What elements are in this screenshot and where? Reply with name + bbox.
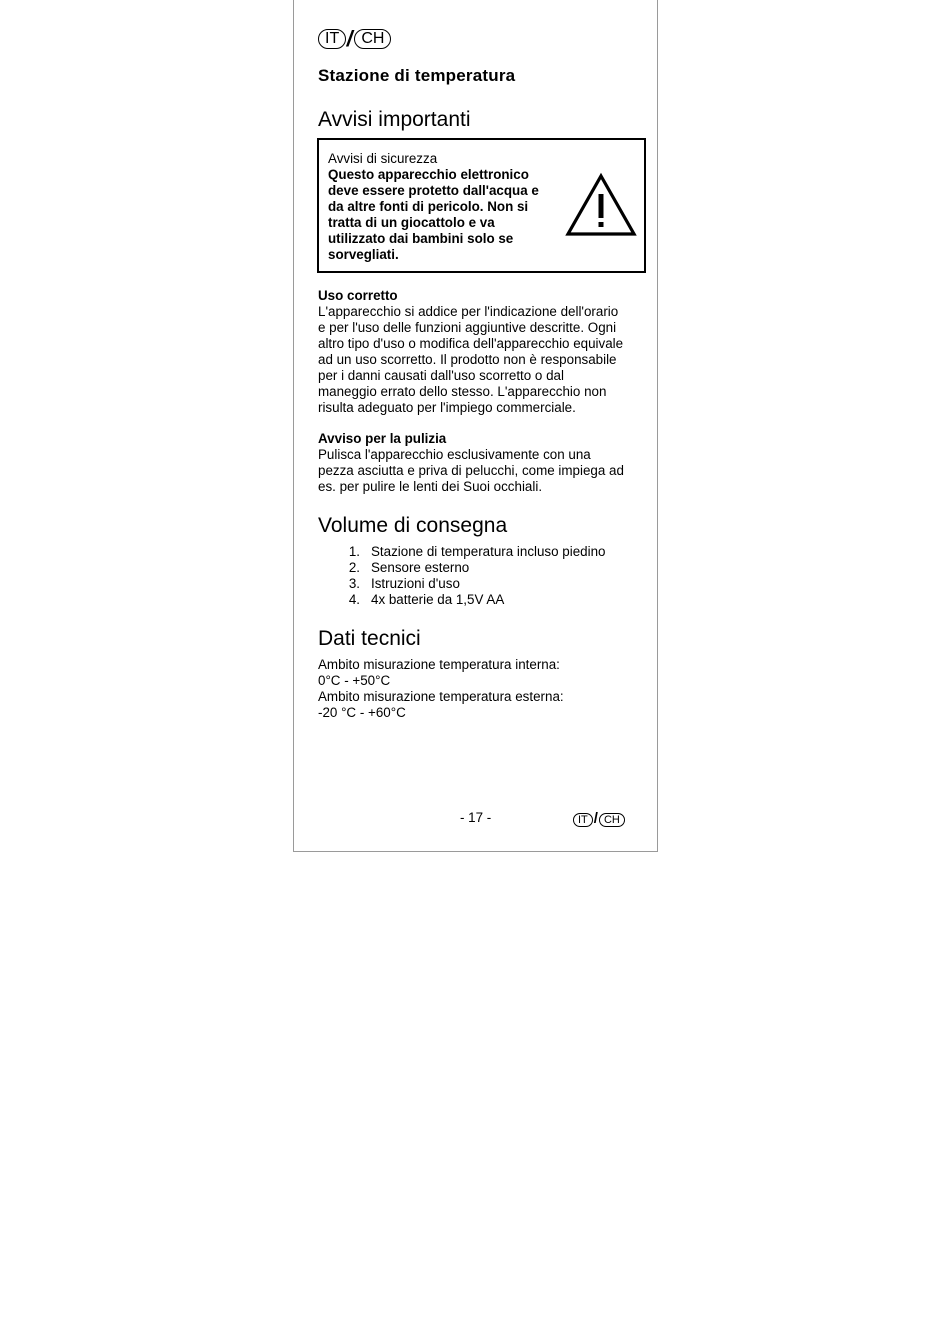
- paragraph-line: altro tipo d'uso o modifica dell'apparecchio equivale: [318, 336, 624, 351]
- paragraph-line: risulta adeguato per l'impiego commerciale.: [318, 400, 576, 415]
- dati-tecnici-section: [318, 657, 648, 721]
- list-text: Sensore esterno: [371, 560, 470, 575]
- language-badges: [318, 26, 391, 52]
- warning-title: Avvisi di sicurezza: [328, 151, 438, 166]
- warning-line: Questo apparecchio elettronico: [328, 167, 529, 182]
- paragraph-line: es. per pulire le lenti dei Suoi occhiali.: [318, 479, 543, 494]
- spec-line: Ambito misurazione temperatura interna:: [318, 657, 560, 672]
- paragraph-line: maneggio errato dello stesso. L'apparecchio non: [318, 384, 607, 399]
- warning-text: [328, 151, 558, 263]
- paragraph-line: ad un uso scorretto. Il prodotto non è responsabile: [318, 352, 617, 367]
- spec-line: -20 °C - +60°C: [318, 705, 406, 720]
- paragraph-line: L'apparecchio si addice per l'indicazione dell'orario: [318, 304, 619, 319]
- list-item: [340, 544, 640, 560]
- list-text: 4x batterie da 1,5V AA: [371, 592, 505, 607]
- spec-line: Ambito misurazione temperatura esterna:: [318, 689, 564, 704]
- list-number: 3.: [348, 576, 360, 591]
- list-number: 1.: [348, 544, 360, 559]
- slash-divider: /: [345, 26, 356, 51]
- warning-line: deve essere protetto dall'acqua e: [328, 183, 539, 198]
- lang-badge-ch: CH: [599, 813, 625, 827]
- list-item: [340, 560, 640, 576]
- safety-warning-box: [317, 138, 646, 273]
- list-item: [340, 576, 640, 592]
- document-page: [293, 0, 658, 852]
- paragraph-line: pezza asciutta e priva di pelucchi, come impiega ad: [318, 463, 624, 478]
- footer-language-badges: [573, 810, 625, 828]
- paragraph-line: Pulisca l'apparecchio esclusivamente con una: [318, 447, 591, 462]
- lang-badge-ch: CH: [354, 29, 391, 49]
- page-number: - 17 -: [460, 810, 492, 825]
- warning-line: da altre fonti di pericolo. Non si: [328, 199, 529, 214]
- heading-volume: Volume di consegna: [318, 514, 508, 537]
- uso-corretto-heading: Uso corretto: [318, 288, 398, 303]
- slash-divider: /: [593, 810, 598, 828]
- list-number: 2.: [348, 560, 360, 575]
- warning-line: sorvegliati.: [328, 247, 399, 262]
- paragraph-line: e per l'uso delle funzioni aggiuntive descritte. Ogni: [318, 320, 617, 335]
- heading-dati-tecnici: Dati tecnici: [318, 627, 421, 650]
- lang-badge-it: IT: [318, 29, 346, 49]
- pulizia-heading: Avviso per la pulizia: [318, 431, 447, 446]
- warning-line: utilizzato dai bambini solo se: [328, 231, 514, 246]
- delivery-list: [340, 544, 640, 608]
- paragraph-line: per i danni causati dall'uso scorretto o dal: [318, 368, 564, 383]
- list-item: [340, 592, 640, 608]
- heading-avvisi: Avvisi importanti: [318, 108, 471, 131]
- list-text: Istruzioni d'uso: [371, 576, 460, 591]
- document-title: Stazione di temperatura: [318, 66, 516, 85]
- lang-badge-it: IT: [573, 813, 593, 827]
- warning-line: tratta di un giocattolo e va: [328, 215, 495, 230]
- warning-triangle-icon: [565, 172, 637, 238]
- list-number: 4.: [348, 592, 360, 607]
- uso-corretto-section: [318, 288, 648, 416]
- list-text: Stazione di temperatura incluso piedino: [371, 544, 606, 559]
- pulizia-section: [318, 431, 648, 495]
- spec-line: 0°C - +50°C: [318, 673, 391, 688]
